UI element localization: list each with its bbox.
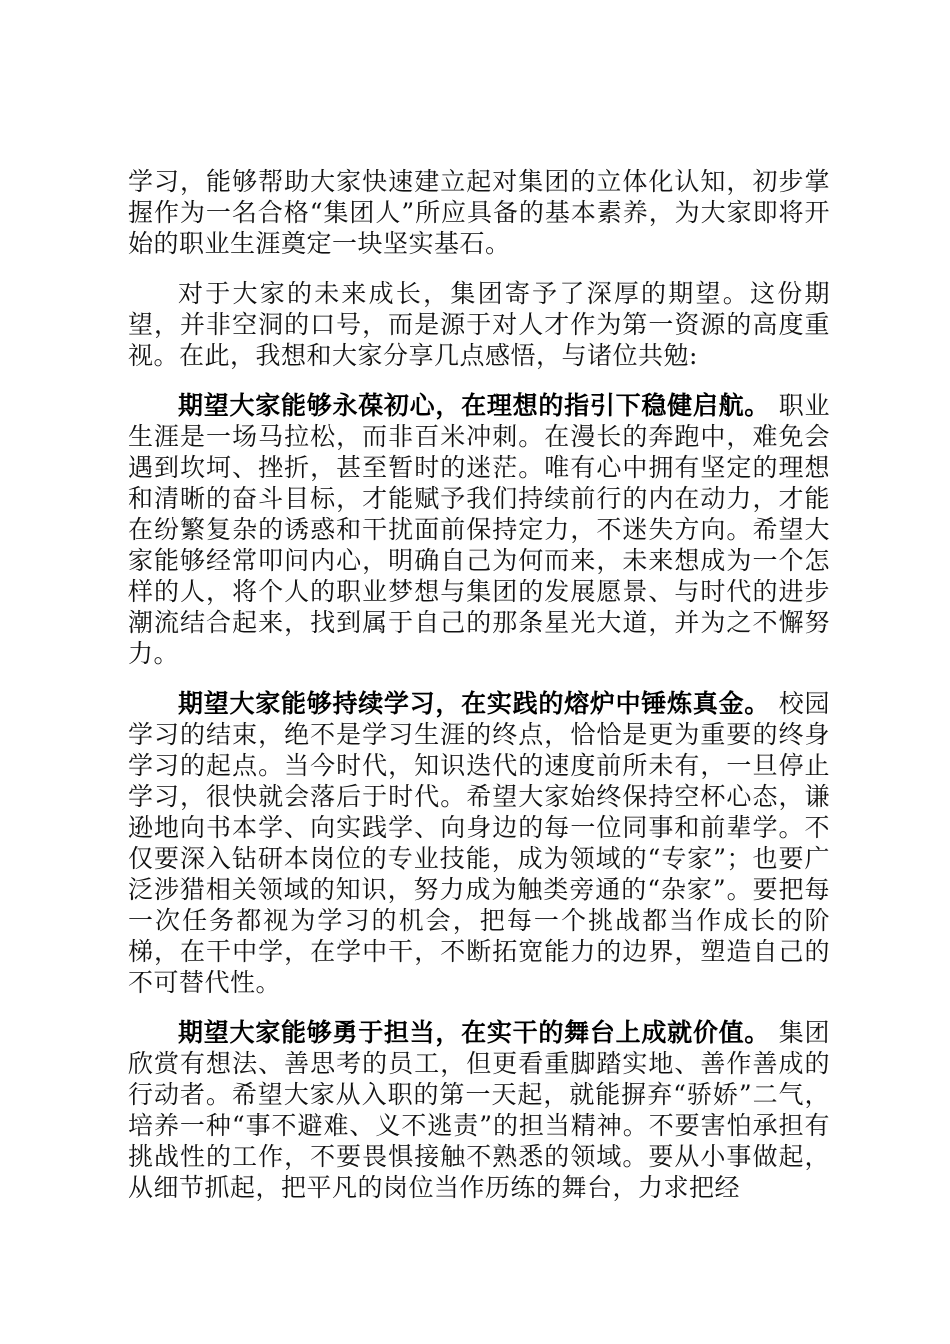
paragraph-text: 职业生涯是一场马拉松，而非百米冲刺。在漫长的奔跑中，难免会遇到坎坷、挫折，甚至暂时的迷茫。唯有心中拥有坚定的理想和清晰的奋斗目标，才能赋予我们持续前行的内在动力，才能在纷繁复杂的诱惑和干扰面前保持定力，不迷失方向。希望大家能够经常叩问内心，明确自己为何而来，未来想成为一个怎样的人，将个人的职业梦想与集团的发展愿景、与时代的进步潮流结合起来，找到属于自己的那条星光大道，并为之不懈努力。 [128, 391, 830, 668]
paragraph-intro [128, 278, 830, 371]
paragraph-lead-heading: 期望大家能够勇于担当，在实干的舞台上成就价值。 [178, 1018, 771, 1047]
paragraph-expectation-learning [128, 688, 830, 998]
paragraph-continuation [128, 166, 830, 259]
paragraph-text: 集团欣赏有想法、善思考的员工，但更看重脚踏实地、善作善成的行动者。希望大家从入职的第一天起，就能摒弃“骄娇”二气，培养一种“事不避难、义不逃责”的担当精神。不要害怕承担有挑战性的工作，不要畏惧接触不熟悉的领域。要从小事做起，从细节抓起，把平凡的岗位当作历练的舞台，力求把经 [128, 1018, 830, 1202]
paragraph-text: 校园学习的结束，绝不是学习生涯的终点，恰恰是更为重要的终身学习的起点。当今时代，知识迭代的速度前所未有，一旦停止学习，很快就会落后于时代。希望大家始终保持空杯心态，谦逊地向书本学、向实践学、向身边的每一位同事和前辈学。不仅要深入钻研本岗位的专业技能，成为领域的“专家”；也要广泛涉猎相关领域的知识，努力成为触类旁通的“杂家”。要把每一次任务都视为学习的机会，把每一个挑战都当作成长的阶梯，在干中学，在学中干，不断拓宽能力的边界，塑造自己的不可替代性。 [128, 689, 830, 997]
paragraph-lead-heading: 期望大家能够永葆初心，在理想的指引下稳健启航。 [178, 391, 771, 420]
document-body [128, 166, 830, 1222]
paragraph-text: 对于大家的未来成长，集团寄予了深厚的期望。这份期望，并非空洞的口号，而是源于对人才作为第一资源的高度重视。在此，我想和大家分享几点感悟，与诸位共勉: [128, 279, 830, 370]
paragraph-text: 学习，能够帮助大家快速建立起对集团的立体化认知，初步掌握作为一名合格“集团人”所应具备的基本素养，为大家即将开始的职业生涯奠定一块坚实基石。 [128, 167, 830, 258]
paragraph-expectation-ideals [128, 390, 830, 669]
paragraph-lead-heading: 期望大家能够持续学习，在实践的熔炉中锤炼真金。 [178, 689, 771, 718]
paragraph-expectation-responsibility [128, 1017, 830, 1203]
